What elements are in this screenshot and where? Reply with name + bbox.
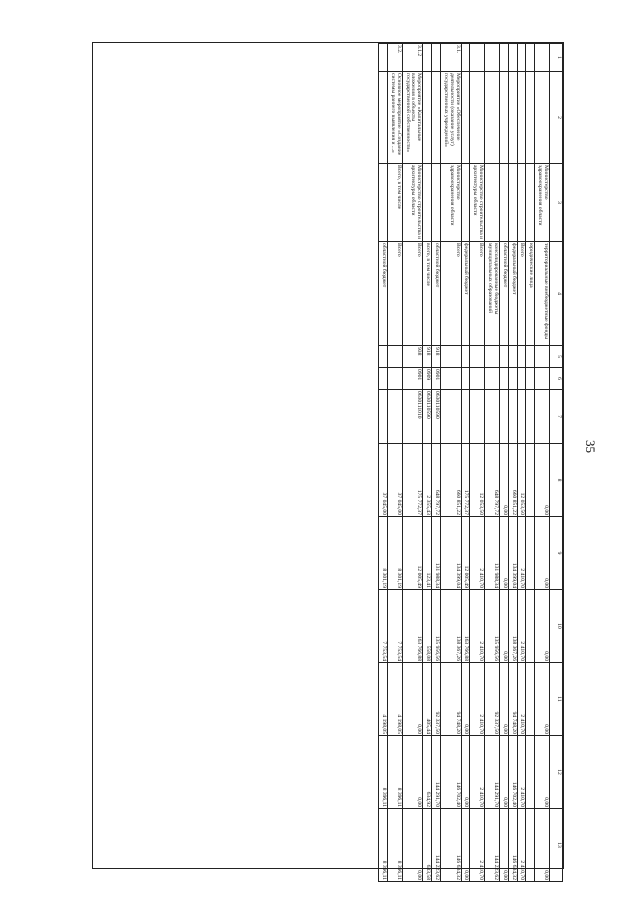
table-cell: 0,00 — [499, 517, 508, 590]
table-cell: областной бюджет — [432, 242, 441, 346]
table-cell — [485, 368, 500, 390]
table-cell: 0,00 — [402, 736, 423, 809]
table-cell: 92 337,50 — [432, 663, 441, 736]
table-cell: консолидированные бюджеты муниципальных образований — [485, 242, 500, 346]
table-cell — [508, 390, 517, 444]
table-cell: 2 410,70 — [517, 809, 526, 882]
table-row — [499, 44, 508, 882]
table-cell: 2 410,70 — [470, 736, 485, 809]
table-cell: Министерство строительства и архитектуры области — [402, 164, 423, 242]
rotated-table-container — [93, 43, 563, 880]
table-cell — [526, 346, 535, 368]
table-cell — [485, 44, 500, 72]
table-cell: 146 702,40 — [508, 736, 517, 809]
table-row — [423, 44, 432, 882]
table-cell — [387, 346, 402, 368]
table-cell — [526, 736, 535, 809]
table-cell: 138 367,26 — [508, 590, 517, 663]
table-cell: 131 988,34 — [432, 517, 441, 590]
table-cell: 146 634,32 — [440, 809, 461, 882]
table-cell — [485, 164, 500, 242]
table-cell: 0,00 — [461, 663, 470, 736]
table-cell — [535, 44, 550, 72]
table-cell: 2 410,70 — [470, 809, 485, 882]
table-cell: 94 748,20 — [440, 663, 461, 736]
table-cell: 0,00 — [499, 809, 508, 882]
table-cell — [517, 390, 526, 444]
table-cell: 8 396,11 — [379, 809, 388, 882]
table-cell: 0,00 — [535, 517, 550, 590]
table-cell: 123,41 — [423, 517, 432, 590]
table-cell: 2 410,70 — [470, 517, 485, 590]
table-cell: 12 053,50 — [517, 444, 526, 517]
table-cell: 131 988,34 — [485, 517, 500, 590]
table-cell — [499, 368, 508, 390]
table-cell — [517, 44, 526, 72]
table-cell — [535, 72, 550, 164]
table-cell: Всего — [470, 242, 485, 346]
table-cell — [526, 368, 535, 390]
table-cell: 938 — [402, 346, 423, 368]
table-cell: всего, в том числе — [423, 242, 432, 346]
table-header-cell: 1 — [550, 44, 563, 72]
table-cell: 0,00 — [535, 736, 550, 809]
table-row — [402, 44, 423, 882]
table-row — [440, 44, 461, 882]
table-cell — [379, 164, 388, 242]
table-cell: 648 797,72 — [432, 444, 441, 517]
table-cell: 0,00 — [535, 590, 550, 663]
table-cell: 144 291,70 — [485, 736, 500, 809]
table-cell — [461, 72, 470, 164]
table-cell: 0909 — [423, 368, 432, 390]
table-cell: федеральный бюджет — [508, 242, 517, 346]
table-cell: Всего — [517, 242, 526, 346]
table-row — [470, 44, 485, 882]
table-cell: 0901 — [402, 368, 423, 390]
table-cell: 134 399,04 — [508, 517, 517, 590]
table-cell: Всего, в том числе — [387, 164, 402, 242]
table-cell — [379, 44, 388, 72]
table-cell: 2 410,70 — [517, 663, 526, 736]
table-cell: 92 337,50 — [485, 663, 500, 736]
table-cell — [461, 368, 470, 390]
table-cell: 0,00 — [499, 444, 508, 517]
table-header-cell: 13 — [550, 809, 563, 882]
table-cell: 135 956,56 — [485, 590, 500, 663]
table-cell: 7 753,54 — [379, 590, 388, 663]
table-cell: 8 396,11 — [379, 736, 388, 809]
table-cell: 0,00 — [461, 736, 470, 809]
table-cell: 2 410,70 — [517, 517, 526, 590]
table-cell: Министерство здравоохранения области — [440, 164, 461, 242]
table-cell: 0,00 — [461, 809, 470, 882]
table-cell: 146 634,32 — [508, 809, 517, 882]
table-cell: 558,08 — [423, 590, 432, 663]
table-cell: 8 301,19 — [379, 517, 388, 590]
table-body — [379, 44, 550, 882]
table-cell — [470, 72, 485, 164]
table-cell: 146 702,40 — [440, 736, 461, 809]
table-cell — [461, 44, 470, 72]
table-cell — [517, 72, 526, 164]
table-cell: 4 198,05 — [387, 663, 402, 736]
table-cell — [387, 368, 402, 390]
table-cell: 0,00 — [499, 663, 508, 736]
table-cell — [423, 72, 432, 164]
table-cell — [526, 663, 535, 736]
table-cell: 144 223,62 — [432, 809, 441, 882]
table-cell: 660 851,22 — [440, 444, 461, 517]
table-cell — [508, 44, 517, 72]
table-cell — [517, 164, 526, 242]
table-cell — [440, 390, 461, 444]
table-cell — [526, 809, 535, 882]
table-cell: 634,92 — [423, 736, 432, 809]
table-cell — [508, 72, 517, 164]
table-cell: 134 399,04 — [440, 517, 461, 590]
table-cell: областной бюджет — [499, 242, 508, 346]
table-header-cell: 9 — [550, 517, 563, 590]
table-cell: 405,44 — [423, 663, 432, 736]
table-header-cell: 2 — [550, 72, 563, 164]
table-cell: 138 367,26 — [440, 590, 461, 663]
table-cell: 4 198,05 — [379, 663, 388, 736]
table-cell — [535, 390, 550, 444]
table-header-cell: 7 — [550, 390, 563, 444]
table-cell — [499, 72, 508, 164]
table-cell: 0,00 — [535, 444, 550, 517]
table-cell — [517, 368, 526, 390]
table-row — [432, 44, 441, 882]
table-cell — [461, 346, 470, 368]
table-cell: 94 748,20 — [508, 663, 517, 736]
table-cell: 918 — [423, 346, 432, 368]
table-cell: юридические лица — [526, 242, 535, 346]
table-cell — [526, 390, 535, 444]
table-cell: 2 355,43 — [423, 444, 432, 517]
table-cell — [508, 368, 517, 390]
table-row — [526, 44, 535, 882]
table-cell — [526, 517, 535, 590]
table-cell — [432, 72, 441, 164]
table-row — [461, 44, 470, 882]
table-cell: 135 956,56 — [432, 590, 441, 663]
table-cell: 0630111010 — [402, 390, 423, 444]
table-cell — [470, 44, 485, 72]
table-row — [517, 44, 526, 882]
table-header-cell: 4 — [550, 242, 563, 346]
table-header-cell: 8 — [550, 444, 563, 517]
table-cell: 7 753,54 — [387, 590, 402, 663]
table-cell — [485, 72, 500, 164]
table-cell: Всего — [402, 242, 423, 346]
table-cell: Всего — [387, 242, 402, 346]
table-cell — [379, 390, 388, 444]
table-cell — [432, 164, 441, 242]
table-cell — [485, 390, 500, 444]
table-header-row — [550, 44, 563, 882]
table-cell — [440, 346, 461, 368]
table-cell: 0,00 — [499, 590, 508, 663]
table-header-cell: 10 — [550, 590, 563, 663]
table-cell — [499, 164, 508, 242]
table-cell: 163 766,88 — [461, 590, 470, 663]
table-cell — [526, 72, 535, 164]
table-cell: 0,00 — [402, 663, 423, 736]
table-cell — [508, 164, 517, 242]
table-cell — [432, 44, 441, 72]
table-cell: 37 045,00 — [387, 444, 402, 517]
table-cell: 0,00 — [535, 809, 550, 882]
table-cell: Всего — [440, 242, 461, 346]
table-cell: 3.1. — [440, 44, 461, 72]
table-cell: 648 797,72 — [485, 444, 500, 517]
table-cell — [470, 368, 485, 390]
table-cell — [526, 444, 535, 517]
table-cell: 3.2. — [387, 44, 402, 72]
table-cell: 12 005,49 — [402, 517, 423, 590]
table-cell — [517, 346, 526, 368]
table-cell: Основное мероприятие «Создание системы раннего выявления и ...» — [387, 72, 402, 164]
table-cell: областной бюджет — [379, 242, 388, 346]
table-cell: 2 410,70 — [517, 590, 526, 663]
table-cell: 175 772,37 — [461, 444, 470, 517]
table-cell: 175 772,37 — [402, 444, 423, 517]
table-cell — [535, 346, 550, 368]
table-cell — [379, 368, 388, 390]
table-cell — [379, 346, 388, 368]
table-cell: Министерство здравоохранения области — [535, 164, 550, 242]
table-cell: 3.1.2 — [402, 44, 423, 72]
table-cell — [470, 346, 485, 368]
table-cell: 8 396,11 — [387, 736, 402, 809]
table-cell: 2 410,70 — [517, 736, 526, 809]
table-cell: Министерство строительства и архитектуры области — [470, 164, 485, 242]
table-cell: Мероприятие «Капитальные вложения в объекты государственной собственности» — [402, 72, 423, 164]
table-header-cell: 5 — [550, 346, 563, 368]
table-cell: 163 766,88 — [402, 590, 423, 663]
table-header-cell: 3 — [550, 164, 563, 242]
table-cell: 0,00 — [402, 809, 423, 882]
table-header-cell: 12 — [550, 736, 563, 809]
table-row — [387, 44, 402, 882]
table-cell — [461, 390, 470, 444]
table-cell: 0901 — [432, 368, 441, 390]
table-cell: 918 — [432, 346, 441, 368]
table-cell: 8 301,19 — [387, 517, 402, 590]
table-row — [485, 44, 500, 882]
table-cell: 37 045,00 — [379, 444, 388, 517]
table-cell: 0630110590 — [423, 390, 432, 444]
table-cell: 0,00 — [499, 736, 508, 809]
table-header-cell: 6 — [550, 368, 563, 390]
table-cell — [526, 44, 535, 72]
table-cell: Мероприятие «Обеспечение деятельности (оказание услуг) государственных учреждений» — [440, 72, 461, 164]
table-cell — [526, 164, 535, 242]
table-cell: 633,58 — [423, 809, 432, 882]
budget-table-region — [92, 42, 564, 880]
table-cell: 8 396,11 — [387, 809, 402, 882]
table-cell: федеральный бюджет — [461, 242, 470, 346]
table-cell — [499, 390, 508, 444]
table-cell: 0,00 — [535, 663, 550, 736]
page-number: 35 — [583, 440, 598, 453]
table-cell: 0630110590 — [432, 390, 441, 444]
budget-table — [378, 43, 563, 882]
table-cell — [440, 368, 461, 390]
table-header-cell: 11 — [550, 663, 563, 736]
table-cell: 2 410,70 — [470, 663, 485, 736]
table-cell — [423, 164, 432, 242]
table-cell: 144 291,70 — [432, 736, 441, 809]
table-cell — [387, 390, 402, 444]
table-cell — [461, 164, 470, 242]
table-cell: 660 851,22 — [508, 444, 517, 517]
table-cell — [379, 72, 388, 164]
table-cell — [423, 44, 432, 72]
table-cell — [470, 390, 485, 444]
table-row — [379, 44, 388, 882]
table-row — [508, 44, 517, 882]
table-cell — [508, 346, 517, 368]
table-cell: 2 410,70 — [470, 590, 485, 663]
table-cell: территориальные внебюджетные фонды — [535, 242, 550, 346]
table-cell: 12 053,50 — [470, 444, 485, 517]
table-row — [535, 44, 550, 882]
table-cell — [535, 368, 550, 390]
table-cell: 144 223,62 — [485, 809, 500, 882]
table-cell — [526, 590, 535, 663]
table-cell — [499, 346, 508, 368]
table-cell — [485, 346, 500, 368]
table-cell: 12 005,49 — [461, 517, 470, 590]
table-cell — [499, 44, 508, 72]
